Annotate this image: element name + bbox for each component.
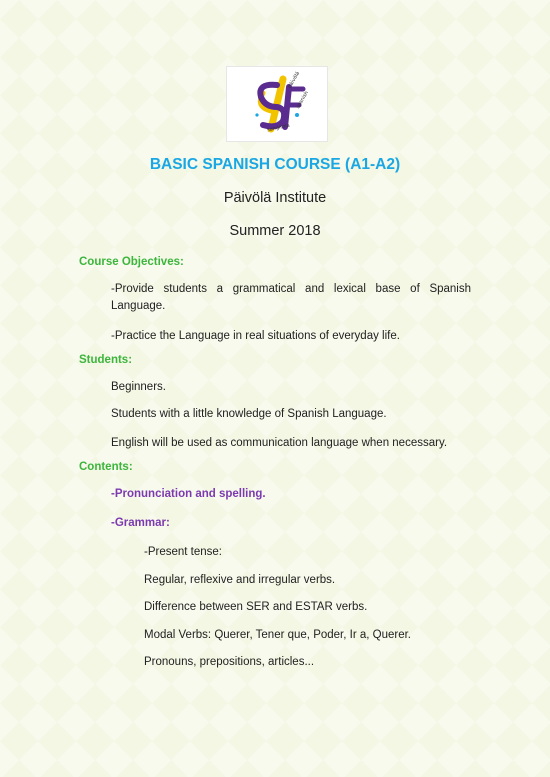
institute-name: Päivölä Institute bbox=[223, 190, 327, 206]
students-item-1: Beginners. bbox=[111, 381, 166, 393]
students-item-3: English will be used as communication language when necessary. bbox=[111, 437, 448, 449]
grammar-item-1: -Present tense: bbox=[144, 546, 222, 558]
term-label: Summer 2018 bbox=[229, 223, 321, 239]
grammar-item-4: Modal Verbs: Querer, Tener que, Poder, Ir a, Querer. bbox=[144, 629, 411, 641]
contents-pronunciation: -Pronunciation and spelling. bbox=[111, 488, 266, 500]
logo-word-2: spanish bbox=[295, 90, 310, 110]
objective-item-2: -Practice the Language in real situations of everyday life. bbox=[111, 330, 400, 342]
course-logo bbox=[226, 66, 328, 142]
objectives-heading: Course Objectives: bbox=[79, 256, 184, 268]
students-heading: Students: bbox=[79, 354, 133, 366]
contents-heading: Contents: bbox=[79, 461, 133, 473]
logo-word-3: sangirola bbox=[266, 122, 291, 134]
grammar-item-2: Regular, reflexive and irregular verbs. bbox=[144, 574, 336, 586]
contents-grammar: -Grammar: bbox=[111, 517, 170, 529]
students-item-2: Students with a little knowledge of Spanish Language. bbox=[111, 408, 387, 420]
document-title: BASIC SPANISH COURSE (A1-A2) bbox=[149, 156, 401, 173]
grammar-item-3: Difference between SER and ESTAR verbs. bbox=[144, 601, 368, 613]
logo-word-1: päivölä bbox=[286, 70, 302, 90]
grammar-item-5: Pronouns, prepositions, articles... bbox=[144, 656, 315, 668]
objective-item-1: -Provide students a grammatical and lexical base of Spanish Language. bbox=[111, 283, 471, 312]
